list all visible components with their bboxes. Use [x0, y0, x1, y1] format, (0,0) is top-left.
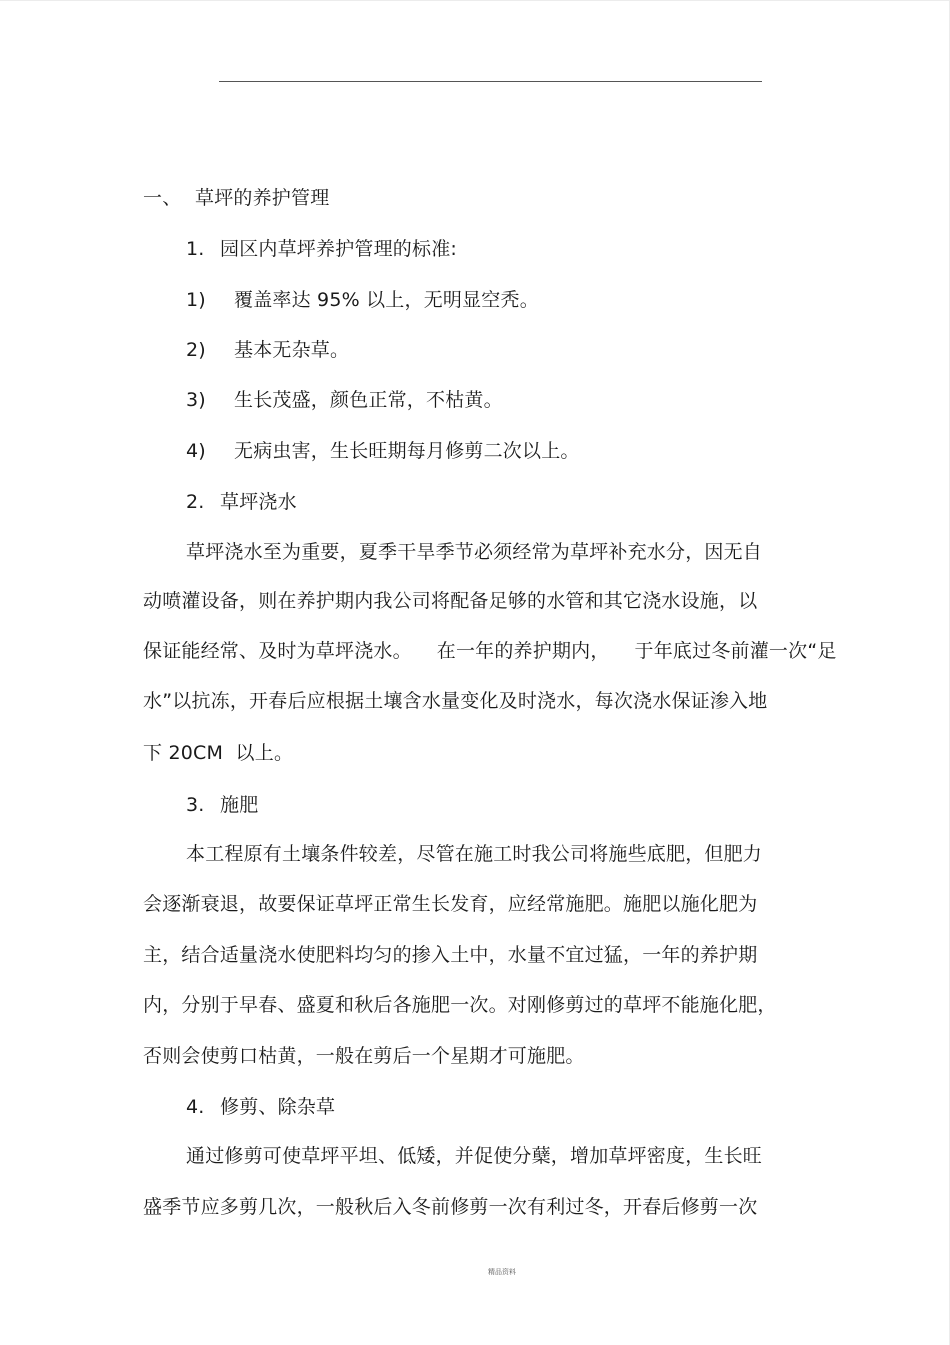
section-number: 一、 [143, 187, 182, 209]
standard-4-number: 4) [186, 440, 206, 462]
item2-paragraph-line: 下 20CM 以上。 [143, 742, 294, 764]
item3-paragraph-line: 内，分别于早春、盛夏和秋后各施肥一次。对刚修剪过的草坪不能施化肥， [143, 994, 777, 1016]
item3-title: 施肥 [220, 794, 259, 816]
standard-4-text: 无病虫害，生长旺期每月修剪二次以上。 [234, 440, 580, 462]
item2-title: 草坪浇水 [220, 491, 297, 513]
item2-number: 2. [186, 491, 205, 513]
item2-paragraph-line: 动喷灌设备，则在养护期内我公司将配备足够的水管和其它浇水设施，以 [143, 590, 758, 612]
standard-3-number: 3) [186, 389, 206, 411]
section-title: 草坪的养护管理 [195, 187, 330, 209]
item4-paragraph-line: 通过修剪可使草坪平坦、低矮，并促使分蘖，增加草坪密度，生长旺 [186, 1145, 763, 1167]
item3-paragraph-line: 否则会使剪口枯黄，一般在剪后一个星期才可施肥。 [143, 1045, 585, 1067]
item2-paragraph-line: 保证能经常、及时为草坪浇水。 在一年的养护期内， 于年底过冬前灌一次“足 [143, 640, 837, 662]
standard-1-number: 1) [186, 289, 206, 311]
item3-number: 3. [186, 794, 205, 816]
item3-paragraph-line: 本工程原有土壤条件较差，尽管在施工时我公司将施些底肥，但肥力 [186, 843, 763, 865]
standard-3-text: 生长茂盛，颜色正常，不枯黄。 [234, 389, 503, 411]
item4-number: 4. [186, 1096, 205, 1118]
section-heading [143, 186, 181, 210]
item1-title: 园区内草坪养护管理的标准: [220, 238, 458, 260]
item4-title: 修剪、除杂草 [220, 1096, 336, 1118]
item3-paragraph-line: 会逐渐衰退，故要保证草坪正常生长发育，应经常施肥。施肥以施化肥为 [143, 893, 758, 915]
item3-paragraph-line: 主，结合适量浇水使肥料均匀的掺入土中，水量不宜过猛，一年的养护期 [143, 944, 758, 966]
header-rule [219, 81, 762, 82]
standard-1-text: 覆盖率达 95% 以上，无明显空秃。 [234, 289, 539, 311]
page-footer: 精品资料 [488, 1268, 516, 1276]
item1-number: 1. [186, 238, 205, 260]
standard-2-text: 基本无杂草。 [234, 339, 350, 361]
item2-paragraph-line: 水”以抗冻，开春后应根据土壤含水量变化及时浇水，每次浇水保证渗入地 [143, 690, 768, 712]
item4-paragraph-line: 盛季节应多剪几次，一般秋后入冬前修剪一次有利过冬，开春后修剪一次 [143, 1196, 758, 1218]
item2-paragraph-line: 草坪浇水至为重要，夏季干旱季节必须经常为草坪补充水分，因无自 [186, 541, 763, 563]
standard-2-number: 2) [186, 339, 206, 361]
